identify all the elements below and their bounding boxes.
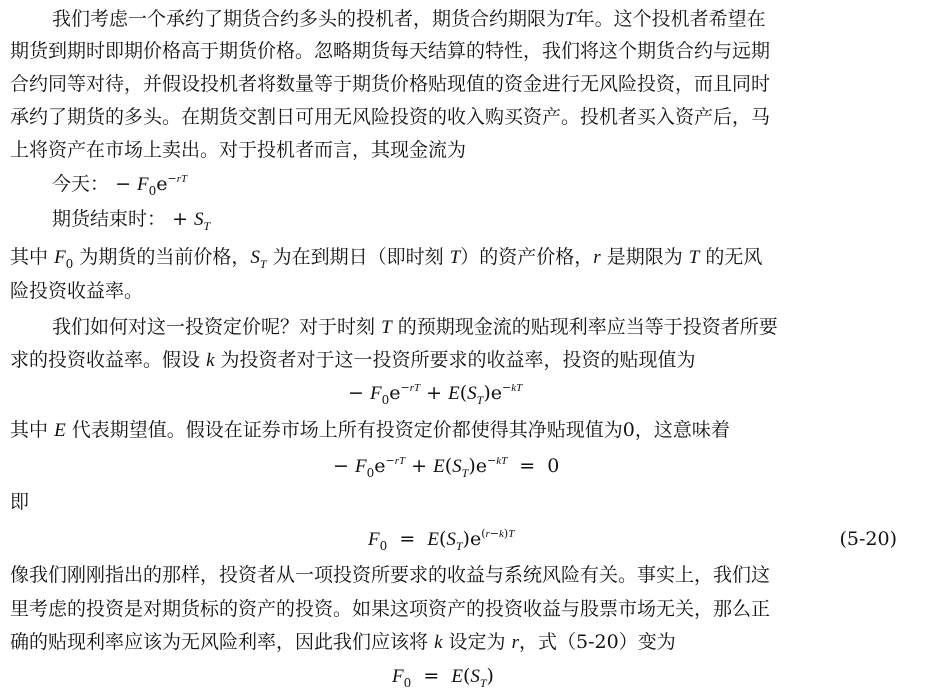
paragraph-1-line-1: 我们考虑一个承约了期货合约多头的投机者，期货合约期限为T年。这个投机者希望在 bbox=[52, 8, 766, 30]
paragraph-2-line-1: 其中 $F_0$ 为期货的当前价格，$S_T$ 为在到期日（即时刻 T）的资产价格，r 是期限为 T 的无风 bbox=[10, 246, 763, 271]
paragraph-5-line-2: 里考虑的投资是对期货标的资产的投资。如果这项资产的投资收益与股票市场无关，那么正 bbox=[10, 598, 771, 620]
equation-5-20: $F_0 = E(S_T)e^{(r-k)T}$ bbox=[368, 526, 515, 553]
cash-flow-today-expression: − $F_0e^{-rT}$ bbox=[115, 171, 188, 198]
equation-present-value: − $F_0e^{-rT} + E(S_T)e^{-kT}$ bbox=[348, 380, 523, 407]
ji-word: 即 bbox=[10, 491, 30, 513]
paragraph-2-line-2: 险投资收益率。 bbox=[10, 280, 144, 302]
paragraph-1-line-4: 承约了期货的多头。在期货交割日可用无风险投资的收入购买资产。投机者买入资产后，马 bbox=[10, 106, 771, 128]
paragraph-1-line-2: 期货到期时即期价格高于期货价格。忽略期货每天结算的特性，我们将这个期货合约与远期 bbox=[10, 40, 771, 62]
cash-flow-end: 期货结束时： + $S_T$ bbox=[52, 208, 211, 233]
paragraph-4-line-1: 其中 E 代表期望值。假设在证券市场上所有投资定价都使得其净贴现值为0，这意味着 bbox=[10, 419, 730, 441]
paragraph-3-line-2: 求的投资收益率。假设 k 为投资者对于这一投资所要求的收益率，投资的贴现值为 bbox=[10, 349, 696, 371]
equation-5-20-number: (5-20) bbox=[839, 528, 897, 550]
paragraph-1-line-5: 上将资产在市场上卖出。对于投机者而言，其现金流为 bbox=[10, 139, 467, 161]
paragraph-5-line-1: 像我们刚刚指出的那样，投资者从一项投资所要求的收益与系统风险有关。事实上，我们这 bbox=[10, 564, 771, 586]
equation-zero-npv: − $F_0e^{-rT} + E(S_T)e^{-kT} = 0$ bbox=[333, 453, 560, 480]
cash-flow-end-expression: + $S_T$ bbox=[172, 208, 211, 233]
paragraph-3-line-1: 我们如何对这一投资定价呢？对于时刻 T 的预期现金流的贴现利率应当等于投资者所要 bbox=[52, 316, 778, 338]
paragraph-1-line-3: 合约同等对待，并假设投机者将数量等于期货价格贴现值的资金进行无风险投资，而且同时 bbox=[10, 73, 771, 95]
cash-flow-today: 今天： − $F_0e^{-rT}$ bbox=[52, 171, 188, 198]
paragraph-5-line-3: 确的贴现利率应该为无风险利率，因此我们应该将 k 设定为 r，式（5-20）变为 bbox=[10, 631, 676, 653]
equation-expected-spot: $F_0 = E(S_T)$ bbox=[392, 665, 494, 690]
